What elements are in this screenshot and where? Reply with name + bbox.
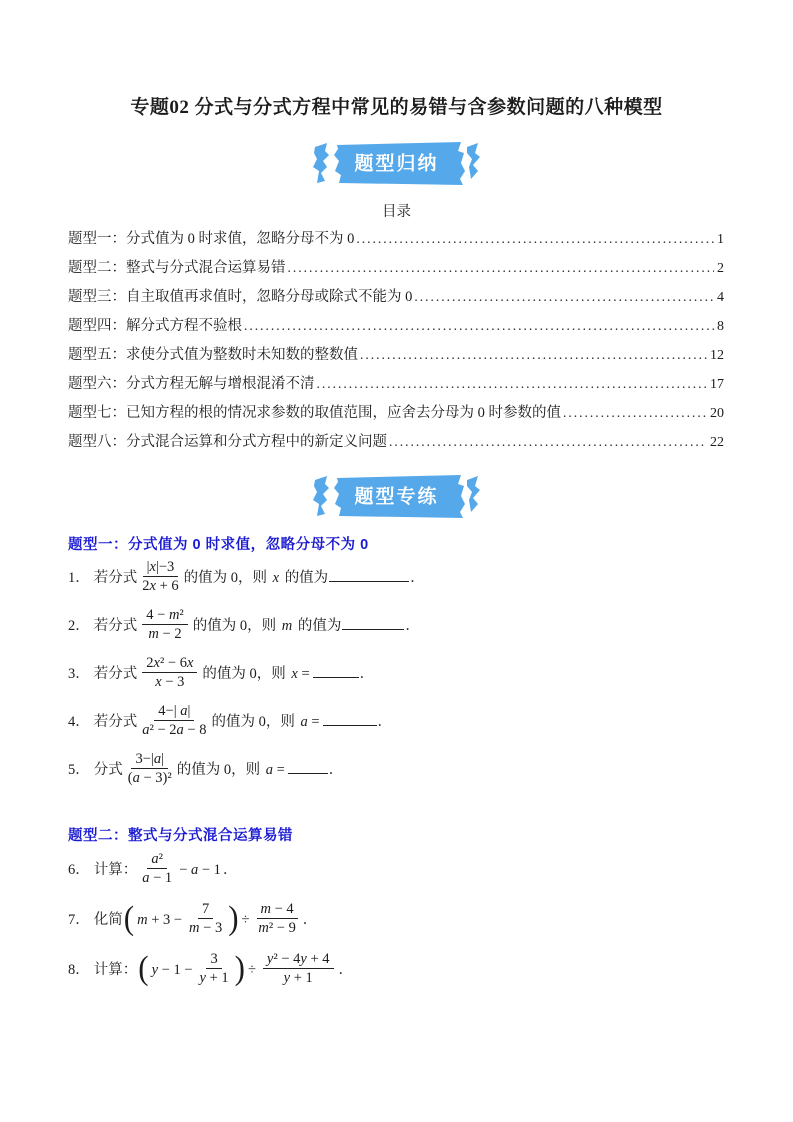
- toc-item-label: 题型五：求使分式值为整数时未知数的整数值: [68, 347, 358, 363]
- problem-text: 若分式: [93, 570, 138, 586]
- toc-item: [68, 430, 724, 459]
- problem-text: 若分式: [93, 666, 138, 682]
- toc-page-number: 20: [710, 406, 724, 421]
- fraction-numerator: 2x² − 6x: [142, 654, 197, 673]
- problem-row: [68, 945, 793, 995]
- problem-row: [68, 845, 793, 895]
- toc-item-label: 题型六：分式方程无解与增根混淆不清: [68, 376, 315, 392]
- toc-item-label: 题型八：分式混合运算和分式方程中的新定义问题: [68, 434, 387, 450]
- problem-number: 8．: [68, 962, 90, 978]
- problem-list-type-two: [68, 845, 793, 995]
- problem-text: 化简: [93, 912, 123, 928]
- problem-number: 1．: [68, 570, 90, 586]
- toc-item: [68, 372, 724, 401]
- problem-text: 分式: [93, 762, 123, 778]
- problem-text: 若分式: [93, 618, 138, 634]
- toc-item-label: 题型一：分式值为 0 时求值，忽略分母不为 0: [68, 231, 355, 247]
- toc-leader-dots: [360, 347, 707, 363]
- big-parenthesis: (: [123, 898, 135, 937]
- toc-item-label: 题型二：整式与分式混合运算易错: [68, 260, 286, 276]
- problem-text: 的值为: [281, 570, 329, 586]
- big-parenthesis: (: [138, 948, 149, 987]
- fraction-numerator: a²: [147, 850, 167, 869]
- fraction: [128, 750, 172, 787]
- fraction: [142, 558, 178, 595]
- problem-number: 4．: [68, 714, 90, 730]
- fraction-numerator: 7: [198, 900, 213, 919]
- problem-number: 2．: [68, 618, 90, 634]
- fraction: [200, 950, 229, 987]
- fraction-numerator: m − 4: [257, 900, 298, 919]
- fraction: [142, 654, 197, 691]
- problem-text: 的值为: [294, 618, 342, 634]
- fraction: [142, 702, 206, 739]
- fraction-denominator: a − 1: [142, 870, 173, 887]
- problem-list-type-one: [68, 554, 793, 794]
- toc-page-number: 2: [717, 261, 724, 276]
- math-expression: ÷: [247, 962, 256, 978]
- math-expression: x =: [291, 666, 310, 682]
- problem-text: ．: [410, 570, 425, 586]
- toc-leader-dots: [563, 405, 707, 421]
- problem-text: 若分式: [93, 714, 138, 730]
- math-expression: − a − 1: [179, 862, 221, 878]
- fraction-denominator: x − 3: [155, 674, 185, 691]
- answer-blank: [342, 626, 404, 630]
- problem-row: [68, 746, 793, 794]
- answer-blank: [329, 578, 409, 582]
- problem-number: 6．: [68, 862, 90, 878]
- problem-text: ．: [328, 762, 344, 778]
- toc-page-number: 4: [717, 290, 724, 305]
- page-title: 专题02 分式与分式方程中常见的易错与含参数问题的八种模型: [130, 97, 663, 118]
- toc-leader-dots: [389, 434, 707, 450]
- toc-page-number: 22: [710, 435, 724, 450]
- problem-row: [68, 895, 793, 945]
- fraction-denominator: m − 2: [148, 626, 182, 643]
- problem-text: ．: [302, 912, 318, 928]
- toc-item: [68, 314, 724, 343]
- problem-row: [68, 602, 793, 650]
- fraction-denominator: y + 1: [199, 970, 229, 987]
- fraction-denominator: m − 3: [189, 920, 223, 937]
- toc-item: [68, 343, 724, 372]
- toc-item-label: 题型四：解分式方程不验根: [68, 318, 242, 334]
- toc-leader-dots: [414, 289, 714, 305]
- toc-page-number: 12: [710, 348, 724, 363]
- fraction-numerator: 4−| a|: [154, 702, 194, 721]
- toc-leader-dots: [356, 231, 714, 247]
- ribbon-banner-question-type-summary: [311, 140, 483, 186]
- fraction-numerator: 3: [206, 950, 221, 969]
- fraction-denominator: y + 1: [283, 970, 313, 987]
- problem-text: 的值为 0，则: [192, 618, 280, 634]
- fraction: [189, 900, 222, 937]
- math-expression: y − 1 −: [151, 962, 193, 978]
- problem-text: ．: [405, 618, 420, 634]
- big-parenthesis: ): [228, 898, 239, 937]
- problem-text: ．: [377, 714, 393, 730]
- fraction-numerator: y² − 4y + 4: [263, 950, 334, 969]
- toc-item: [68, 285, 724, 314]
- fraction: [142, 850, 172, 887]
- toc-item-label: 题型七：已知方程的根的情况求参数的取值范围，应舍去分母为 0 时参数的值: [68, 405, 561, 421]
- fraction-numerator: 3−|a|: [131, 750, 168, 769]
- fraction-numerator: 4 − m²: [142, 606, 188, 625]
- toc-item: [68, 227, 724, 256]
- math-expression: m + 3 −: [137, 912, 183, 928]
- problem-text: 计算：: [93, 962, 138, 978]
- big-parenthesis: ): [234, 948, 245, 987]
- problem-text: ．: [359, 666, 375, 682]
- fraction-denominator: (a − 3)²: [127, 770, 172, 787]
- ribbon-banner-question-type-practice: [311, 473, 483, 519]
- toc-page-number: 1: [717, 232, 724, 247]
- problem-number: 7．: [68, 912, 90, 928]
- toc-leader-dots: [288, 260, 715, 276]
- section-heading-type-one: 题型一：分式值为 0 时求值，忽略分母不为 0: [68, 537, 369, 553]
- problem-row: [68, 554, 793, 602]
- problem-text: ．: [338, 962, 354, 978]
- toc-page-number: 17: [710, 377, 724, 392]
- problem-text: 的值为 0，则: [202, 666, 290, 682]
- fraction-numerator: |x|−3: [143, 558, 179, 577]
- fraction: [257, 900, 298, 937]
- problem-text: 的值为 0，则: [183, 570, 271, 586]
- fraction: [142, 606, 188, 643]
- answer-blank: [288, 770, 328, 774]
- toc-heading: 目录: [382, 204, 411, 220]
- problem-text: 的值为 0，则: [211, 714, 299, 730]
- problem-row: [68, 650, 793, 698]
- fraction-denominator: 2x + 6: [142, 578, 179, 595]
- problem-number: 5．: [68, 762, 90, 778]
- problem-text: 计算：: [93, 862, 138, 878]
- math-expression: ÷: [241, 912, 250, 928]
- banner-label-practice: 题型专练: [354, 486, 439, 508]
- toc-page-number: 8: [717, 319, 724, 334]
- fraction-denominator: a² − 2a − 8: [142, 722, 207, 739]
- fraction-denominator: m² − 9: [258, 920, 296, 937]
- math-expression: a =: [300, 714, 320, 730]
- toc-item-label: 题型三：自主取值再求值时，忽略分母或除式不能为 0: [68, 289, 413, 305]
- table-of-contents: [68, 227, 724, 459]
- math-expression: x: [272, 570, 280, 586]
- banner-label-summary: 题型归纳: [354, 153, 439, 175]
- math-expression: a =: [265, 762, 285, 778]
- problem-row: [68, 698, 793, 746]
- answer-blank: [313, 674, 359, 678]
- fraction: [263, 950, 334, 987]
- math-expression: m: [281, 618, 293, 634]
- toc-item: [68, 401, 724, 430]
- problem-number: 3．: [68, 666, 90, 682]
- answer-blank: [323, 722, 377, 726]
- problem-text: 的值为 0，则: [176, 762, 264, 778]
- toc-item: [68, 256, 724, 285]
- section-heading-type-two: 题型二：整式与分式混合运算易错: [68, 828, 293, 844]
- toc-leader-dots: [244, 318, 714, 334]
- toc-leader-dots: [317, 376, 708, 392]
- problem-text: ．: [222, 862, 238, 878]
